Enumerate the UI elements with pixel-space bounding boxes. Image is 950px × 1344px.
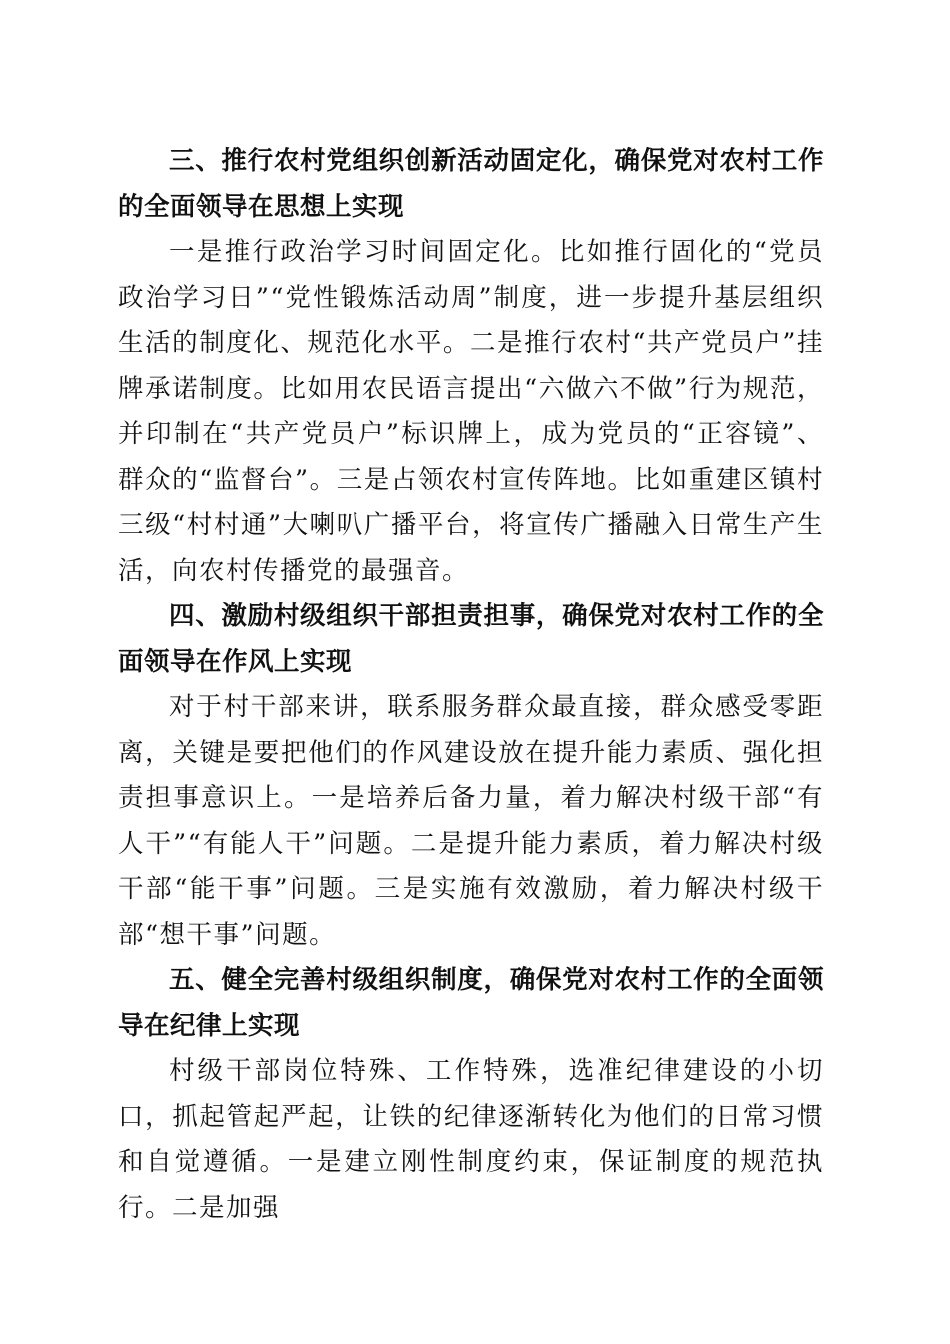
section-heading-5: 五、健全完善村级组织制度，确保党对农村工作的全面领导在纪律上实现 [118,965,824,1041]
section-heading-4: 四、激励村级组织干部担责担事，确保党对农村工作的全面领导在作风上实现 [118,601,824,677]
section-paragraph-5: 村级干部岗位特殊、工作特殊，选准纪律建设的小切口，抓起管起严起，让铁的纪律逐渐转化为他们的日常习惯和自觉遵循。一是建立刚性制度约束，保证制度的规范执行。二是加强 [118,1056,824,1223]
document-body [118,139,824,1231]
section-paragraph-4: 对于村干部来讲，联系服务群众最直接，群众感受零距离，关键是要把他们的作风建设放在提升能力素质、强化担责担事意识上。一是培养后备力量，着力解决村级干部“有人干”“有能人干”问题。二是提升能力素质，着力解决村级干部“能干事”问题。三是实施有效激励，着力解决村级干部“想干事”问题。 [118,692,824,950]
section-paragraph-3: 一是推行政治学习时间固定化。比如推行固化的“党员政治学习日”“党性锻炼活动周”制度，进一步提升基层组织生活的制度化、规范化水平。二是推行农村“共产党员户”挂牌承诺制度。比如用农民语言提出“六做六不做”行为规范，并印制在“共产党员户”标识牌上，成为党员的“正容镜”、群众的“监督台”。三是占领农村宣传阵地。比如重建区镇村三级“村村通”大喇叭广播平台，将宣传广播融入日常生产生活，向农村传播党的最强音。 [118,237,824,586]
section-heading-3: 三、推行农村党组织创新活动固定化，确保党对农村工作的全面领导在思想上实现 [118,146,824,222]
